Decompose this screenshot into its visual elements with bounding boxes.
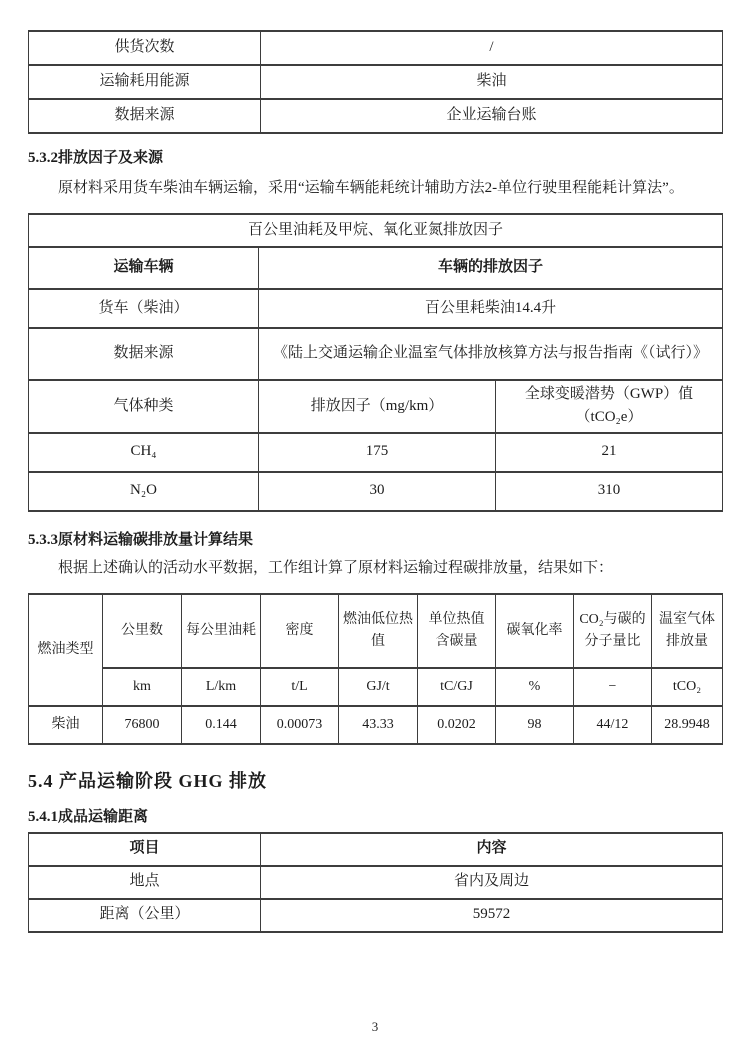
unit-cell: % xyxy=(496,668,574,706)
table-unit-row xyxy=(29,668,723,706)
column-header-gwp: 全球变暖潜势（GWP）值（tCO₂e） xyxy=(496,380,723,433)
gas-name-cell: N₂O xyxy=(29,472,259,511)
table-data-row xyxy=(29,706,723,744)
table-row xyxy=(29,31,723,65)
data-cell: 44/12 xyxy=(574,706,652,744)
section-heading-5-3-2: 5.3.2排放因子及来源 xyxy=(28,150,164,166)
table-row xyxy=(29,433,723,472)
table-title-row xyxy=(29,214,723,247)
row-label-cell: 货车（柴油） xyxy=(29,289,259,328)
row-value-cell: 《陆上交通运输企业温室气体排放核算方法与报告指南《（试行）》 xyxy=(259,328,723,380)
table-row xyxy=(29,289,723,328)
supply-info-table xyxy=(28,30,723,134)
column-header-fuel-type: 燃油类型 xyxy=(29,594,103,706)
table-row xyxy=(29,65,723,99)
table-row xyxy=(29,866,723,899)
table-header-row xyxy=(29,247,723,289)
section-heading-5-4-1: 5.4.1成品运输距离 xyxy=(28,808,149,825)
row-label-cell: 供货次数 xyxy=(29,31,261,65)
column-header: 温室气体排放量 xyxy=(652,594,723,668)
row-value-cell: 柴油 xyxy=(261,65,723,99)
unit-cell: km xyxy=(103,668,182,706)
page-number: 3 xyxy=(371,1019,379,1034)
table-title: 百公里油耗及甲烷、氧化亚氮排放因子 xyxy=(29,214,723,247)
unit-cell: tCO₂ xyxy=(652,668,723,706)
column-header: 燃油低位热值 xyxy=(339,594,418,668)
column-header-item: 项目 xyxy=(29,833,261,866)
column-header-vehicle: 运输车辆 xyxy=(29,247,259,289)
column-header: 碳氧化率 xyxy=(496,594,574,668)
row-value-cell: 59572 xyxy=(261,899,723,932)
factor-value-cell: 30 xyxy=(259,472,496,511)
row-label-cell: 距离（公里） xyxy=(29,899,261,932)
column-header-gas-type: 气体种类 xyxy=(29,380,259,433)
table-row xyxy=(29,99,723,133)
column-header: 公里数 xyxy=(103,594,182,668)
factor-value-cell: 175 xyxy=(259,433,496,472)
section-heading-5-4: 5.4 产品运输阶段 GHG 排放 xyxy=(28,770,268,791)
unit-cell: L/km xyxy=(182,668,261,706)
data-cell: 0.00073 xyxy=(261,706,339,744)
gas-name-cell: CH₄ xyxy=(29,433,259,472)
row-label-cell: 运输耗用能源 xyxy=(29,65,261,99)
row-value-cell: 百公里耗柴油14.4升 xyxy=(259,289,723,328)
row-label-cell: 数据来源 xyxy=(29,328,259,380)
column-header-content: 内容 xyxy=(261,833,723,866)
data-cell: 0.144 xyxy=(182,706,261,744)
row-value-cell: 企业运输台账 xyxy=(261,99,723,133)
fuel-type-cell: 柴油 xyxy=(29,706,103,744)
unit-cell: GJ/t xyxy=(339,668,418,706)
data-cell: 76800 xyxy=(103,706,182,744)
unit-cell: tC/GJ xyxy=(418,668,496,706)
table-header-row xyxy=(29,833,723,866)
body-paragraph: 根据上述确认的活动水平数据，工作组计算了原材料运输过程碳排放量，结果如下： xyxy=(58,559,614,576)
emission-factor-table xyxy=(28,213,723,512)
column-header-factor: 车辆的排放因子 xyxy=(259,247,723,289)
row-label-cell: 地点 xyxy=(29,866,261,899)
data-cell: 0.0202 xyxy=(418,706,496,744)
section-heading-5-3-3: 5.3.3原材料运输碳排放量计算结果 xyxy=(28,531,254,548)
unit-cell: − xyxy=(574,668,652,706)
gwp-value-cell: 310 xyxy=(496,472,723,511)
column-header-factor-unit: 排放因子（mg/km） xyxy=(259,380,496,433)
column-header: 每公里油耗 xyxy=(182,594,261,668)
table-header-row xyxy=(29,594,723,668)
distance-table xyxy=(28,832,723,933)
row-value-cell: 省内及周边 xyxy=(261,866,723,899)
calc-results-table xyxy=(28,593,723,745)
data-cell: 43.33 xyxy=(339,706,418,744)
table-row xyxy=(29,328,723,380)
table-row xyxy=(29,899,723,932)
table-row xyxy=(29,472,723,511)
data-cell: 28.9948 xyxy=(652,706,723,744)
row-label-cell: 数据来源 xyxy=(29,99,261,133)
gwp-value-cell: 21 xyxy=(496,433,723,472)
table-subheader-row xyxy=(29,380,723,433)
unit-cell: t/L xyxy=(261,668,339,706)
column-header: 密度 xyxy=(261,594,339,668)
column-header: 单位热值含碳量 xyxy=(418,594,496,668)
data-cell: 98 xyxy=(496,706,574,744)
row-value-cell: / xyxy=(261,31,723,65)
body-paragraph: 原材料采用货车柴油车辆运输，采用“运输车辆能耗统计辅助方法2-单位行驶里程能耗计算法”。 xyxy=(58,180,684,196)
column-header: CO₂与碳的分子量比 xyxy=(574,594,652,668)
